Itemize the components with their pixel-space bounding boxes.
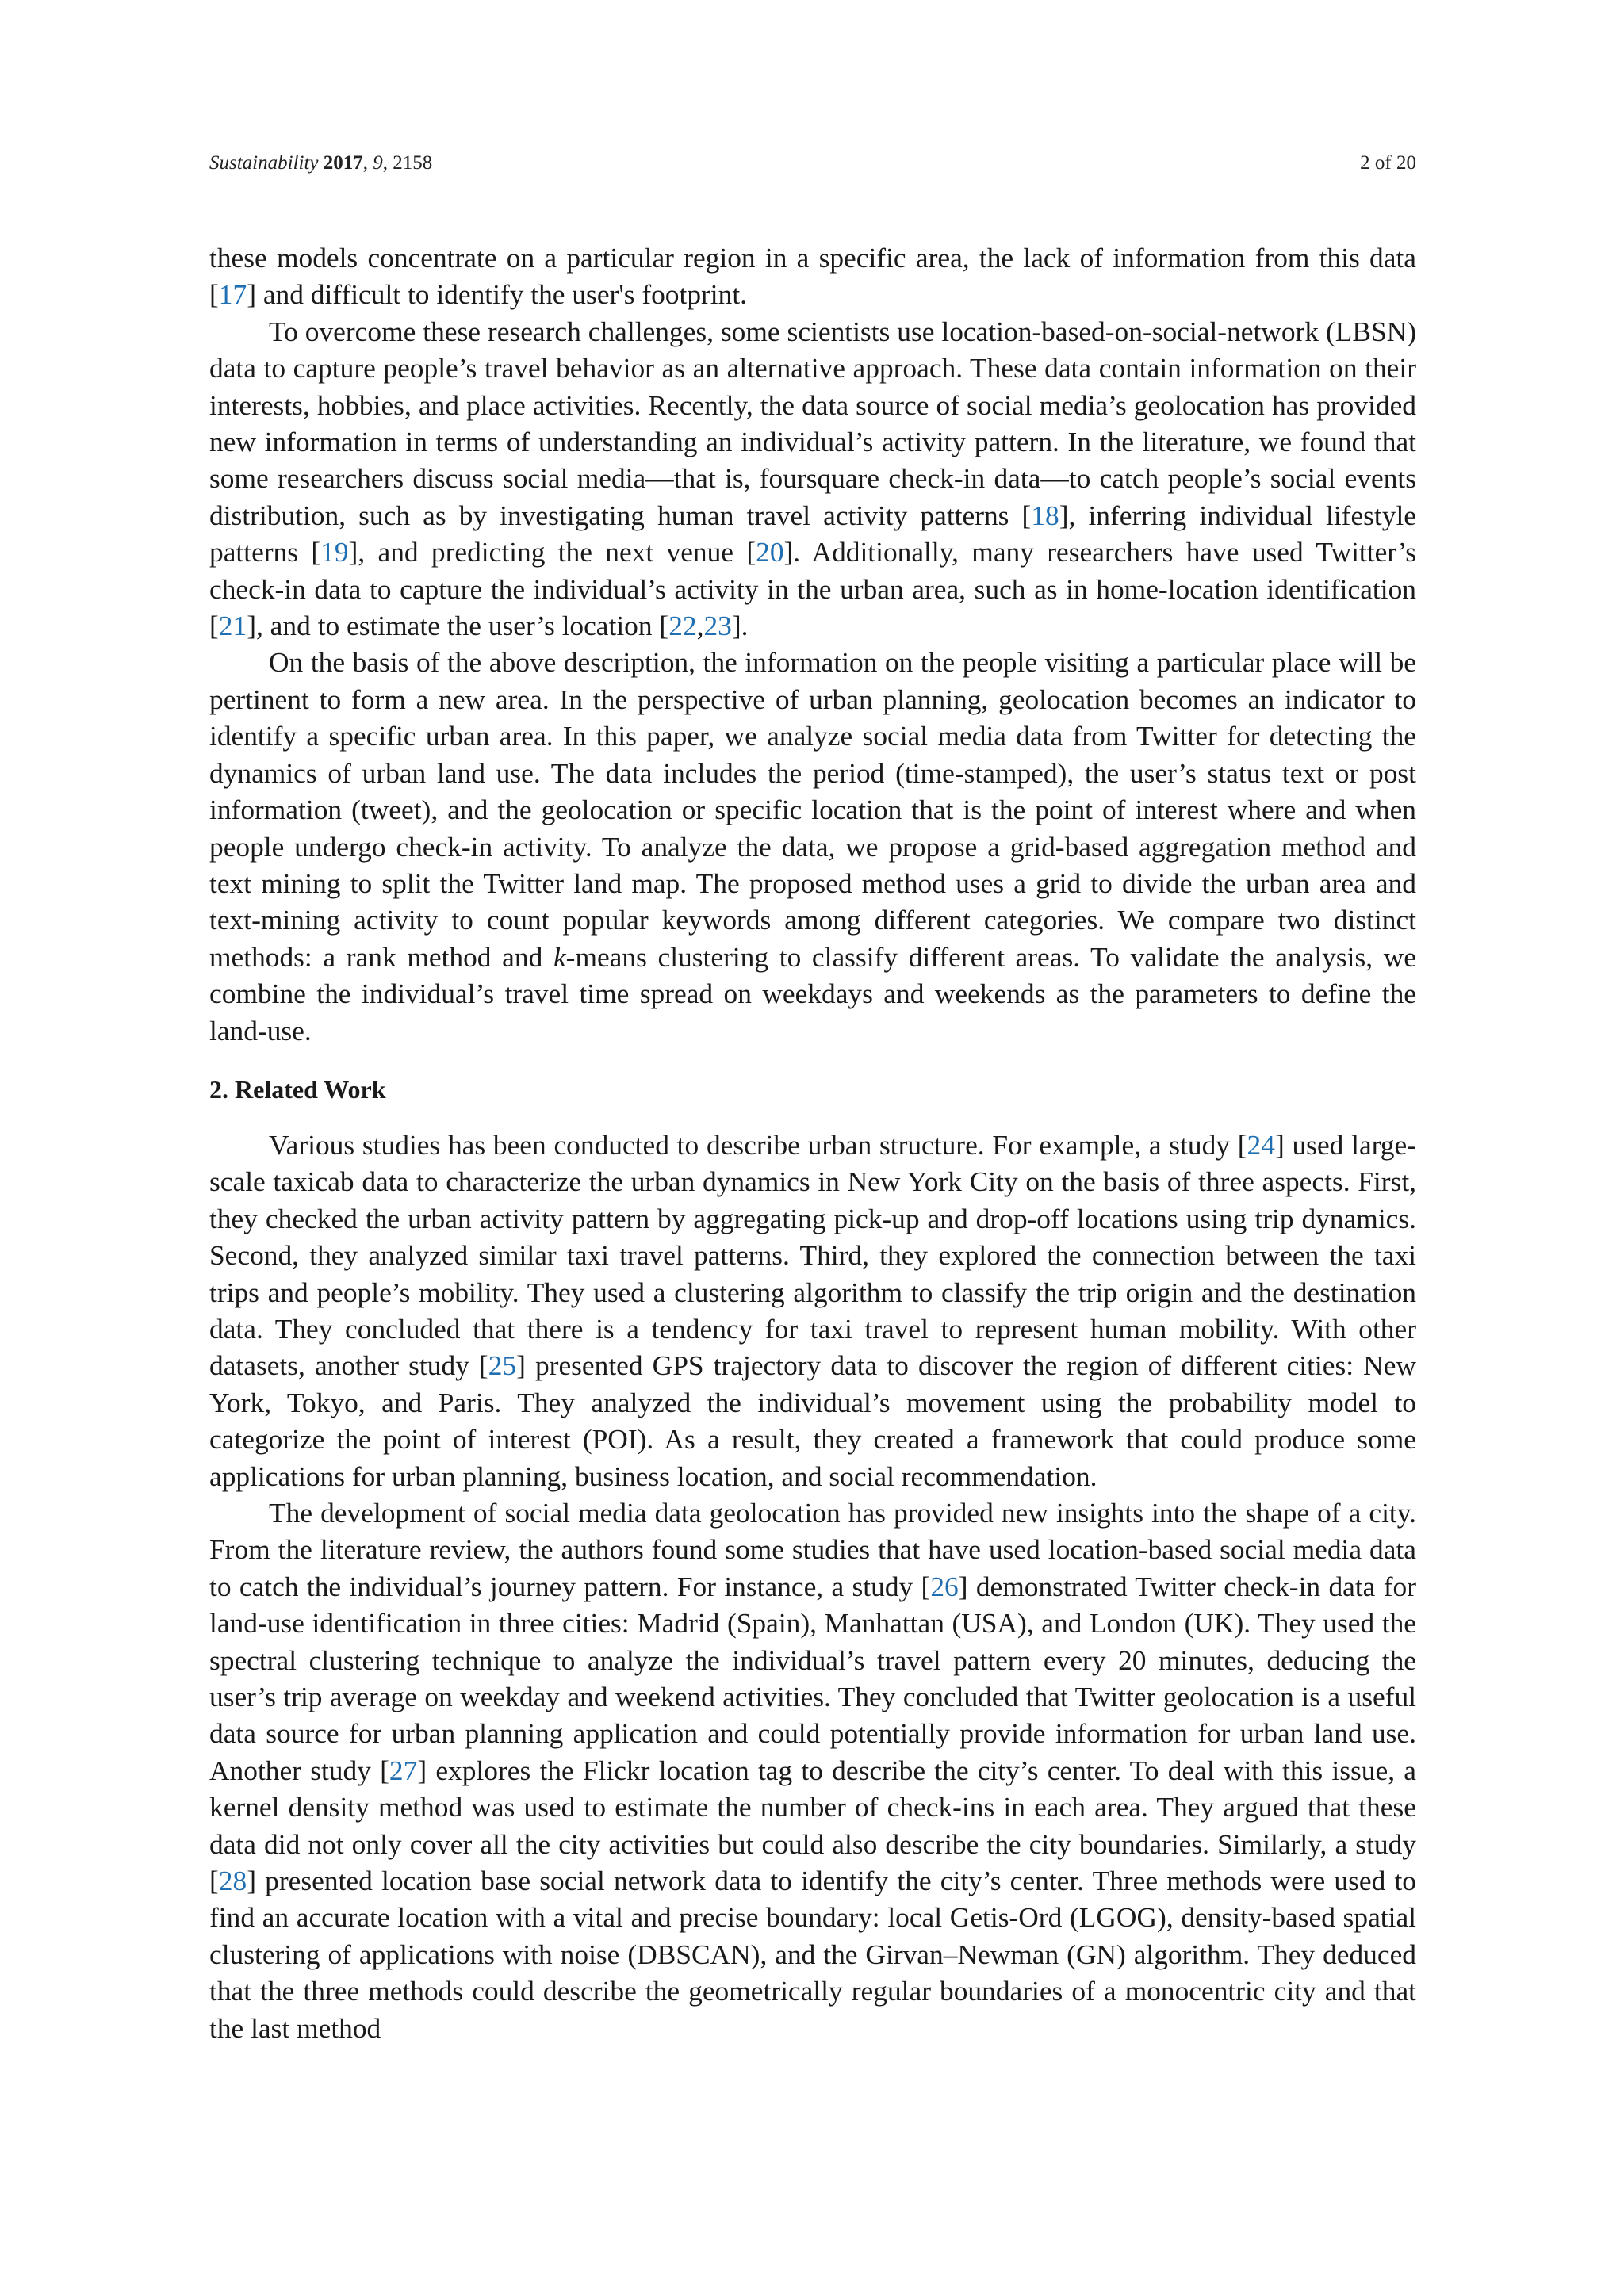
citation-link[interactable]: 21 bbox=[218, 610, 247, 642]
journal-year: 2017 bbox=[323, 152, 363, 174]
citation-link[interactable]: 24 bbox=[1247, 1128, 1275, 1161]
paragraph-related-work-1: Various studies has been conducted to describe urban structure. For example, a study [24] used large-scale taxicab data to characterize the urban dynamics in New York City on the basis of three aspects. First, they checked the urban activity pattern by aggregating pick-up and drop-off locations using trip dynamics. Second, they analyzed similar taxi travel patterns. Third, they explored the connection between the taxi trips and people’s mobility. They used a clustering algorithm to classify the trip origin and the destination data. They concluded that there is a tendency for taxi travel to represent human mobility. With other datasets, another study [25] presented GPS trajectory data to discover the region of different cities: New York, Tokyo, and Paris. They analyzed the individual’s movement using the probability model to categorize the point of interest (POI). As a result, they created a framework that could produce some applications for urban planning, business location, and social recommendation. bbox=[209, 1128, 1416, 1492]
article-number: 2158 bbox=[393, 152, 433, 174]
citation-link[interactable]: 27 bbox=[389, 1754, 418, 1786]
citation-link[interactable]: 22 bbox=[668, 610, 697, 642]
paragraph-lbsn: To overcome these research challenges, some scientists use location-based-on-social-network (LBSN) data to capture people’s travel behavior as an alternative approach. These data contain information on their interests, hobbies, and place activities. Recently, the data source of social media’s geolocation has provided new information in terms of understanding an individual’s activity pattern. In the literature, we found that some researchers discuss social media—that is, foursquare check-in data—to catch people’s social events distribution, such as by investigating human travel activity patterns [18], inferring individual lifestyle patterns [19], and predicting the next venue [20]. Additionally, many researchers have used Twitter’s check-in data to capture the individual’s activity in the urban area, such as in home-location identification [21], and to estimate the user’s location [22,23]. bbox=[209, 315, 1416, 642]
citation-link[interactable]: 23 bbox=[703, 610, 732, 642]
paragraph-continuation: these models concentrate on a particular region in a specific area, the lack of information from this data [17] and difficult to identify the user's footprint. bbox=[209, 242, 1416, 311]
journal-volume: 9 bbox=[373, 152, 383, 174]
paragraph-method-overview: On the basis of the above description, the information on the people visiting a particular place will be pertinent to form a new area. In the perspective of urban planning, geolocation becomes an indicator to identify a specific urban area. In this paper, we analyze social media data from Twitter for detecting the dynamics of urban land use. The data includes the period (time-stamped), the user’s status text or post information (tweet), and the geolocation or specific location that is the point of interest where and when people undergo check-in activity. To analyze the data, we propose a grid-based aggregation method and text mining to split the Twitter land map. The proposed method uses a grid to divide the urban area and text-mining activity to count popular keywords among different categories. We compare two distinct methods: a rank method and k-means clustering to classify different areas. To validate the analysis, we combine the individual’s travel time spread on weekdays and weekends as the parameters to define the land-use. bbox=[209, 646, 1417, 1047]
page-number: 2 of 20 bbox=[1360, 152, 1416, 174]
citation-link[interactable]: 25 bbox=[488, 1349, 517, 1382]
citation-link[interactable]: 19 bbox=[320, 536, 349, 568]
citation-link[interactable]: 17 bbox=[218, 278, 247, 311]
section-heading: 2. Related Work bbox=[209, 1074, 386, 1104]
citation-link[interactable]: 20 bbox=[756, 536, 784, 568]
citation-link[interactable]: 18 bbox=[1031, 499, 1059, 531]
running-header: Sustainability 2017, 9, 2158 2 of 20 bbox=[209, 149, 1416, 178]
body-text bbox=[209, 239, 1416, 2046]
journal-name: Sustainability bbox=[209, 152, 319, 174]
citation-link[interactable]: 28 bbox=[218, 1865, 247, 1897]
citation-link[interactable]: 26 bbox=[930, 1570, 959, 1602]
paragraph-related-work-2: The development of social media data geolocation has provided new insights into the shape of a city. From the literature review, the authors found some studies that have used location-based social media data to catch the individual’s journey pattern. For instance, a study [26] demonstrated Twitter check-in data for land-use identification in three cities: Madrid (Spain), Manhattan (USA), and London (UK). They used the spectral clustering technique to analyze the individual’s travel pattern every 20 minutes, deducing the user’s trip average on weekday and weekend activities. They concluded that Twitter geolocation is a useful data source for urban planning application and could potentially provide information for urban land use. Another study [27] explores the Flickr location tag to describe the city’s center. To deal with this issue, a kernel density method was used to estimate the number of check-ins in each area. They argued that these data did not only cover all the city activities but could also describe the city boundaries. Similarly, a study [28] presented location base social network data to identify the city’s center. Three methods were used to find an accurate location with a vital and precise boundary: local Getis-Ord (LGOG), density-based spatial clustering of applications with noise (DBSCAN), and the Girvan–Newman (GN) algorithm. They deduced that the three methods could describe the geometrically regular boundaries of a monocentric city and that the last method bbox=[209, 1497, 1416, 2044]
